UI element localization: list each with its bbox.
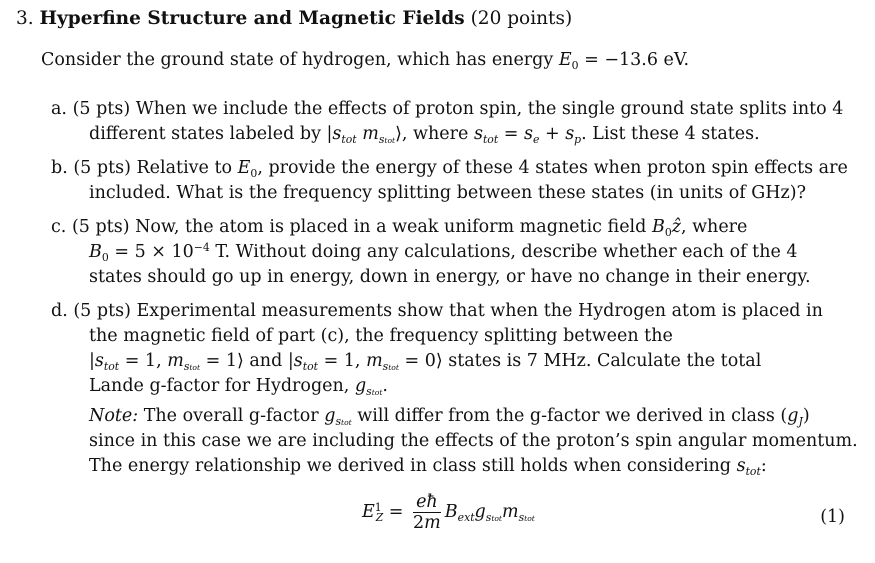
part-d-note-line-2: since in this case we are including the effects of the proton’s spin angular momentum. bbox=[89, 431, 858, 451]
part-d-line-4: Lande g-factor for Hydrogen, $g_{stot}$. bbox=[89, 376, 388, 398]
problem-title: Hyperfine Structure and Magnetic Fields bbox=[39, 8, 465, 29]
part-c-line-2: $B_0 = 5 \times 10^{-4}$ T. Without doing any calculations, describe whether each of the 4 bbox=[89, 241, 798, 264]
part-a: a. (5 pts) When we include the effects of proton spin, the single ground state splits into 4 bbox=[51, 99, 844, 119]
fraction-e-hbar-over-2m: $\frac{eħ}{2m}$ bbox=[413, 492, 441, 533]
energy-equation: $E^1_Z$ = $\frac{eħ}{2m}$ $B_{ext}g_{stot}m_{stot}$ bbox=[362, 492, 535, 533]
part-d-line-2: the magnetic field of part (c), the frequency splitting between the bbox=[89, 326, 673, 346]
part-d: d. (5 pts) Experimental measurements show that when the Hydrogen atom is placed in bbox=[51, 301, 823, 321]
part-b-line-2: included. What is the frequency splitting between these states (in units of GHz)? bbox=[89, 183, 806, 203]
problem-intro: Consider the ground state of hydrogen, which has energy $E_0 = -13.6$ eV. bbox=[41, 50, 690, 72]
part-d-note-line-3: The energy relationship we derived in class still holds when considering $s_{tot}$: bbox=[89, 456, 767, 478]
part-c: c. (5 pts) Now, the atom is placed in a weak uniform magnetic field $B_0ẑ$, where bbox=[51, 217, 748, 239]
problem-heading: 3. Hyperfine Structure and Magnetic Fields (20 points) bbox=[16, 8, 573, 29]
part-d-note: Note: The overall g-factor $g_{stot}$ will differ from the g-factor we derived in class $(g_J)$ bbox=[89, 406, 810, 428]
part-a-line-2: different states labeled by $|s_{tot}$ $m_{stot}⟩$, where $s_{tot} = s_e + s_p$. List these 4 states. bbox=[89, 124, 760, 146]
equation-number: (1) bbox=[820, 507, 845, 527]
part-b: b. (5 pts) Relative to $E_0$, provide the energy of these 4 states when proton spin effects are bbox=[51, 158, 848, 180]
part-d-line-3: $|s_{tot} = 1$, $m_{stot}$ = 1⟩ and $|s_{tot} = 1$, $m_{stot}$ = 0⟩ states is 7 MHz. Calculate the total bbox=[89, 351, 762, 373]
problem-points: (20 points) bbox=[470, 8, 573, 29]
part-c-line-3: states should go up in energy, down in energy, or have no change in their energy. bbox=[89, 267, 811, 287]
